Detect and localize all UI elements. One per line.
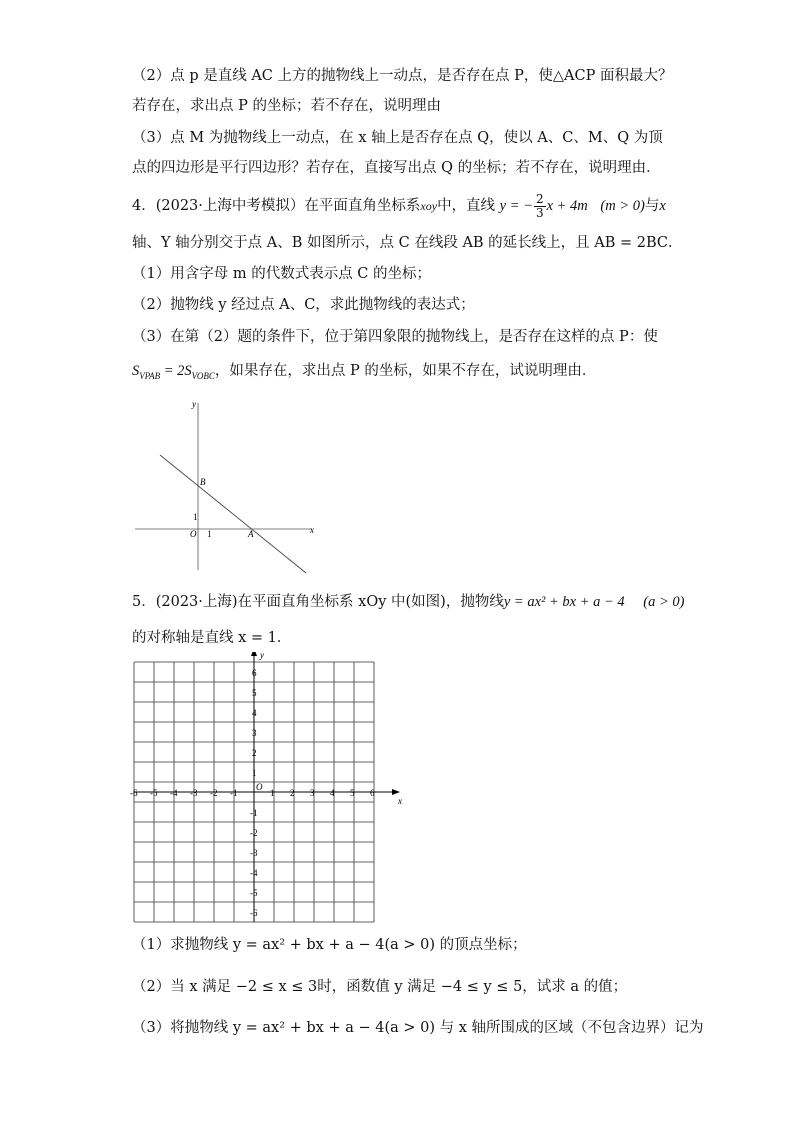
p5-line2: 的对称轴是直线 x = 1． (132, 630, 292, 646)
p4-q3-line1: （3）在第（2）题的条件下，位于第四象限的抛物线上，是否存在这样的点 P：使 (132, 329, 658, 345)
x-tick-label: 5 (350, 788, 355, 798)
p4-eq-rhs: x + 4m (546, 198, 588, 214)
p4-label-b: B (200, 477, 206, 487)
p5-q2: （2）当 x 满足 −2 ≤ x ≤ 3时，函数值 y 满足 −4 ≤ y ≤ 5，试求 a 的值； (132, 979, 628, 995)
p4-area-mid: = 2S (160, 363, 192, 379)
x-tick-label: -2 (210, 788, 218, 798)
p4-condition: (m > 0) (600, 198, 645, 214)
x-tick-label: 4 (330, 788, 335, 798)
x-tick-label: -1 (230, 788, 238, 798)
p5-q1: （1）求抛物线 y = ax² + bx + a − 4(a > 0) 的顶点坐标； (132, 937, 527, 953)
x-axis-label: x (398, 796, 402, 806)
y-tick-label: -1 (250, 808, 258, 818)
p4-line-ab (160, 455, 306, 573)
p4-intro-b: 中，直线 (437, 198, 496, 214)
p4-line2: 轴、Y 轴分别交于点 A、B 如图所示，点 C 在线段 AB 的延长线上，且 AB = 2BC． (132, 235, 683, 251)
p4-area-sub2: VOBC (191, 370, 215, 381)
x-axis-arrow (392, 789, 400, 795)
x-tick-label: 2 (290, 788, 295, 798)
x-tick-label: 1 (270, 788, 275, 798)
p4-intro (132, 192, 666, 220)
p4-frac-den: 3 (535, 205, 544, 220)
x-tick-label: 6 (370, 788, 375, 798)
y-tick-label: 5 (252, 688, 257, 698)
x-tick-label: 3 (310, 788, 315, 798)
p5-condition: (a > 0) (643, 594, 685, 610)
y-tick-label: 2 (252, 748, 257, 758)
p5-q3: （3）将抛物线 y = ax² + bx + a − 4(a > 0) 与 x 轴所围成的区域（不包含边界）记为 (132, 1020, 704, 1036)
x-tick-label: -4 (170, 788, 178, 798)
p5-grid-figure (130, 652, 420, 924)
p4-q3-line2 (132, 361, 596, 386)
origin-label: O (256, 782, 263, 792)
y-axis-arrow (251, 652, 257, 656)
y-tick-label: -5 (250, 888, 258, 898)
p4-label-x: x (310, 525, 314, 535)
p4-label-one-x: 1 (207, 529, 212, 539)
x-tick-label: -6 (130, 788, 138, 798)
y-tick-label: -2 (250, 828, 258, 838)
p4-q1: （1）用含字母 m 的代数式表示点 C 的坐标； (132, 266, 432, 282)
p3-q3-line2: 点的四边形是平行四边形？若存在，直接写出点 Q 的坐标；若不存在，说明理由． (132, 160, 661, 176)
p4-x-letter: x (659, 198, 666, 214)
p4-frac-num: 2 (535, 191, 544, 206)
p5-intro (132, 592, 684, 612)
p4-area-sub1: VPAB (139, 370, 161, 381)
x-tick-label: -5 (150, 788, 158, 798)
p3-q2-line1: （2）点 p 是直线 AC 上方的抛物线上一动点，是否存在点 P，使△ACP 面积最大？ (132, 68, 673, 84)
p4-label-a: A (248, 529, 254, 539)
p3-q3-line1: （3）点 M 为抛物线上一动点，在 x 轴上是否存在点 Q，使以 A、C、M、Q 为顶 (132, 130, 663, 146)
y-tick-label: -6 (250, 908, 258, 918)
p4-area-s1: S (132, 363, 140, 379)
p4-area-tail: ，如果存在，求出点 P 的坐标，如果不存在，试说明理由． (214, 363, 597, 379)
y-tick-label: 1 (252, 768, 257, 778)
p4-xoy: xoy (420, 199, 438, 213)
y-tick-label: 3 (252, 728, 257, 738)
y-tick-label: -3 (250, 848, 258, 858)
p4-eq-lhs: y = − (499, 198, 533, 214)
p4-q2: （2）抛物线 y 经过点 A、C，求此抛物线的表达式； (132, 297, 475, 313)
p4-fraction (534, 193, 546, 220)
y-axis-label: y (260, 652, 264, 660)
y-tick-label: 6 (252, 668, 257, 678)
p4-figure (130, 395, 330, 575)
p5-intro-a: 5．(2023·上海)在平面直角坐标系 xOy 中(如图)，抛物线 (132, 594, 504, 610)
p5-eq: y = ax² + bx + a − 4 (503, 594, 625, 610)
p4-label-one-y: 1 (193, 512, 198, 522)
x-tick-label: -3 (190, 788, 198, 798)
y-tick-label: -4 (250, 868, 258, 878)
p4-intro-a: 4．(2023·上海中考模拟）在平面直角坐标系 (132, 198, 421, 214)
p3-q2-line2: 若存在，求出点 P 的坐标；若不存在，说明理由 (132, 98, 441, 114)
p4-intro-c: 与 (644, 198, 660, 214)
y-tick-label: 4 (252, 708, 257, 718)
p4-label-o: O (190, 529, 197, 539)
p4-label-y: y (192, 399, 196, 409)
